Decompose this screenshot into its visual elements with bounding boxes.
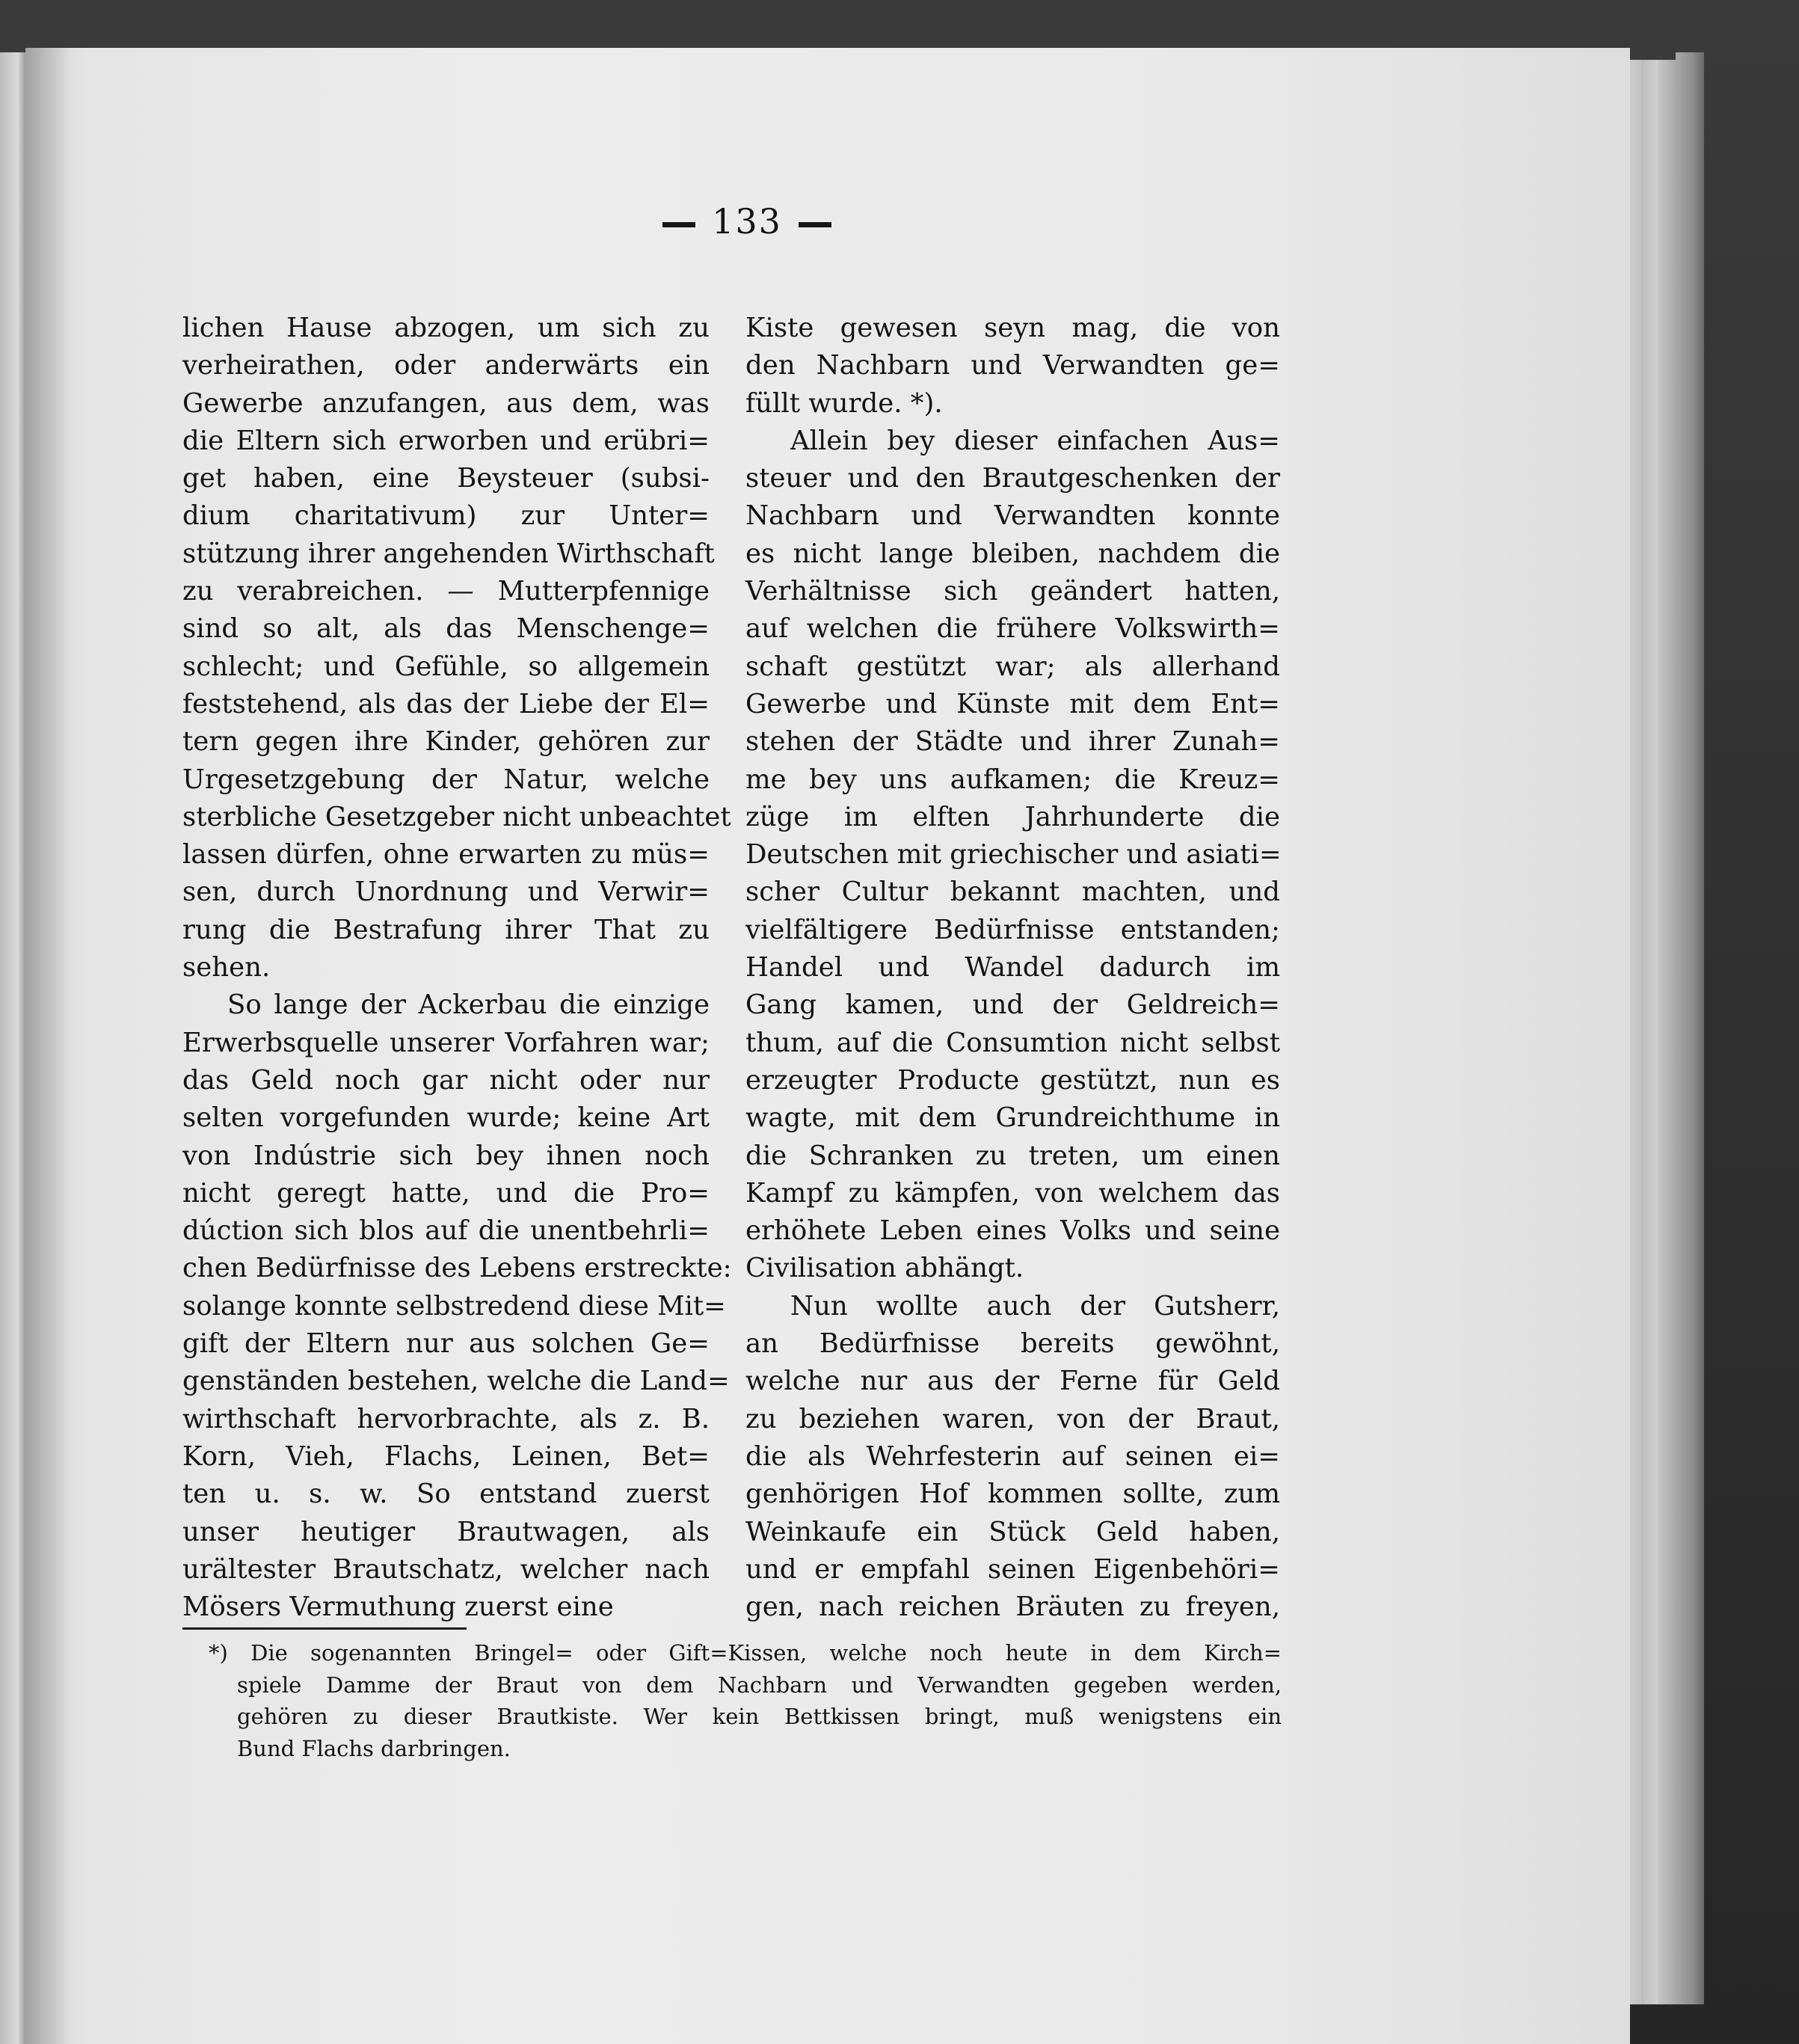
text-line: Urgesetzgebung der Natur, welche (182, 764, 710, 795)
text-line: wagte, mit dem Grundreichthume in (745, 1102, 1280, 1134)
text-line: nicht geregt hatte, und die Pro= (182, 1177, 710, 1209)
text-line: zu beziehen waren, von der Braut, (745, 1403, 1280, 1434)
text-line: Korn, Vieh, Flachs, Leinen, Bet= (182, 1440, 710, 1472)
text-line: dium charitativum) zur Unter= (182, 500, 710, 532)
text-line: lassen dürfen, ohne erwarten zu müs= (182, 839, 710, 871)
text-line: auf welchen die frühere Volkswirth= (745, 613, 1280, 645)
dash-ornament (662, 222, 695, 227)
text-line: Weinkaufe ein Stück Geld haben, (745, 1516, 1280, 1547)
text-line: die Eltern sich erworben und erübri= (182, 425, 710, 456)
text-line: get haben, eine Beysteuer (subsi- (182, 463, 710, 494)
text-line: erhöhete Leben eines Volks und seine (745, 1215, 1280, 1247)
text-line: Civilisation abhängt. (745, 1253, 1024, 1284)
text-line: züge im elften Jahrhunderte die (745, 801, 1280, 832)
text-line: sen, durch Unordnung und Verwir= (182, 877, 710, 908)
text-line: scher Cultur bekannt machten, und (745, 877, 1280, 908)
text-line: wirthschaft hervorbrachte, als z. B. (182, 1403, 710, 1434)
text-line: thum, auf die Consumtion nicht selbst (745, 1027, 1280, 1058)
page-number-text: 133 (712, 201, 782, 242)
page-stack-edge (1658, 60, 1676, 2004)
text-line: stützung ihrer angehenden Wirthschaft (182, 538, 715, 569)
facing-page-edge (0, 52, 25, 2044)
text-line: gen, nach reichen Bräuten zu freyen, (745, 1592, 1280, 1623)
text-line: sterbliche Gesetzgeber nicht unbeachtet (182, 801, 731, 832)
text-line: schaft gestützt war; als allerhand (745, 651, 1280, 682)
text-line: chen Bedürfnisse des Lebens erstreckte: (182, 1253, 732, 1284)
footnote (209, 1637, 1282, 1764)
text-line: Allein bey dieser einfachen Aus= (790, 425, 1280, 456)
text-line: Gewerbe und Künste mit dem Ent= (745, 688, 1280, 719)
text-line: und er empfahl seinen Eigenbehöri= (745, 1553, 1280, 1585)
text-line: ten u. s. w. So entstand zuerst (182, 1479, 710, 1510)
text-line: Kampf zu kämpfen, von welchem das (745, 1177, 1280, 1209)
text-line: So lange der Ackerbau die einzige (227, 989, 710, 1021)
text-line: gift der Eltern nur aus solchen Ge= (182, 1328, 710, 1360)
text-line: es nicht lange bleiben, nachdem die (745, 538, 1280, 569)
text-line: Nachbarn und Verwandten konnte (745, 500, 1280, 532)
text-line: Kiste gewesen seyn mag, die von (745, 313, 1280, 343)
text-line: Handel und Wandel dadurch im (745, 952, 1280, 983)
text-line: vielfältigere Bedürfnisse entstanden; (745, 914, 1280, 945)
text-line: welche nur aus der Ferne für Geld (745, 1366, 1280, 1397)
text-line: sehen. (182, 952, 271, 983)
text-line: den Nachbarn und Verwandten ge= (745, 350, 1280, 381)
text-line: me bey uns aufkamen; die Kreuz= (745, 764, 1280, 795)
dash-ornament (799, 222, 831, 227)
text-line: gehören zu dieser Brautkiste. Wer kein Bettkissen bringt, muß wenigstens ein (237, 1704, 1282, 1729)
text-line: von Indústrie sich bey ihnen noch (182, 1140, 710, 1171)
text-line: schlecht; und Gefühle, so allgemein (182, 651, 710, 682)
text-line: Mösers Vermuthung zuerst eine (182, 1592, 614, 1623)
text-line: genhörigen Hof kommen sollte, zum (745, 1479, 1280, 1510)
text-line: die als Wehrfesterin auf seinen ei= (745, 1440, 1280, 1472)
text-line: stehen der Städte und ihrer Zunah= (745, 726, 1280, 758)
text-line: selten vorgefunden wurde; keine Art (182, 1102, 710, 1134)
text-line: dúction sich blos auf die unentbehrli= (182, 1215, 710, 1247)
page-stack-edge (1641, 60, 1658, 2004)
text-line: urältester Brautschatz, welcher nach (182, 1553, 710, 1585)
text-line: steuer und den Brautgeschenken der (745, 463, 1280, 494)
text-line: tern gegen ihre Kinder, gehören zur (182, 726, 710, 758)
text-line: Verhältnisse sich geändert hatten, (745, 576, 1280, 607)
text-line: an Bedürfnisse bereits gewöhnt, (745, 1328, 1280, 1360)
text-line: das Geld noch gar nicht oder nur (182, 1064, 710, 1096)
text-line: die Schranken zu treten, um einen (745, 1140, 1280, 1171)
text-line: Deutschen mit griechischer und asiati= (745, 839, 1282, 871)
text-line: Gang kamen, und der Geldreich= (745, 989, 1280, 1021)
text-line: füllt wurde. *). (745, 387, 943, 419)
page-number (624, 201, 870, 242)
text-line: erzeugter Producte gestützt, nun es (745, 1064, 1280, 1096)
text-line: rung die Bestrafung ihrer That zu (182, 914, 710, 945)
footnote-rule (182, 1627, 467, 1630)
gutter-shadow (25, 48, 70, 2044)
book-cover-edge (1676, 52, 1704, 2004)
book-page (25, 48, 1630, 2044)
text-line: verheirathen, oder anderwärts ein (182, 350, 710, 381)
left-text-column (182, 310, 732, 1626)
text-line: unser heutiger Brautwagen, als (182, 1516, 710, 1547)
text-line: feststehend, als das der Liebe der El= (182, 688, 710, 719)
text-line: lichen Hause abzogen, um sich zu (182, 313, 710, 343)
text-line: Bund Flachs darbringen. (237, 1735, 511, 1761)
text-line: spiele Damme der Braut von dem Nachbarn und Verwandten gegeben werden, (237, 1672, 1282, 1698)
text-line: genständen bestehen, welche die Land= (182, 1366, 730, 1397)
text-line: zu verabreichen. — Mutterpfennige (182, 576, 710, 607)
text-line: Gewerbe anzufangen, aus dem, was (182, 387, 710, 419)
text-line: *) Die sogenannten Bringel= oder Gift=Kissen, welche noch heute in dem Kirch= (209, 1640, 1282, 1666)
right-text-column (745, 310, 1280, 1626)
text-line: sind so alt, als das Menschenge= (182, 613, 710, 645)
text-line: Erwerbsquelle unserer Vorfahren war; (182, 1027, 710, 1058)
text-line: solange konnte selbstredend diese Mit= (182, 1290, 726, 1322)
text-line: Nun wollte auch der Gutsherr, (790, 1290, 1280, 1322)
